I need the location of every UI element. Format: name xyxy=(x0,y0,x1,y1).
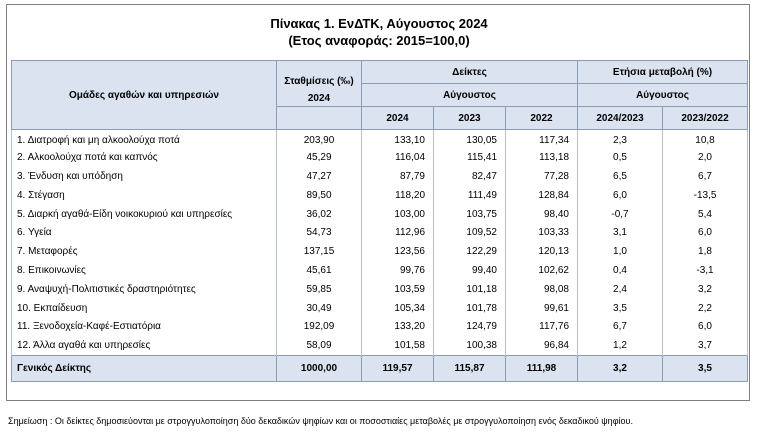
row-index-2022: 98,40 xyxy=(506,205,578,224)
header-weights xyxy=(277,61,362,107)
table-row xyxy=(12,130,748,149)
header-annual-change: Ετήσια μεταβολή (%) xyxy=(578,61,748,84)
row-change-2023-2022: 1,8 xyxy=(663,242,748,261)
row-change-2024-2023: -0,7 xyxy=(578,205,663,224)
row-change-2023-2022: 6,0 xyxy=(663,223,748,242)
row-change-2024-2023: 3,1 xyxy=(578,223,663,242)
row-index-2022: 102,62 xyxy=(506,261,578,280)
row-change-2024-2023: 0,4 xyxy=(578,261,663,280)
row-label: 5. Διαρκή αγαθά-Είδη νοικοκυριού και υπηρεσίες xyxy=(12,205,277,224)
row-change-2023-2022: 6,0 xyxy=(663,317,748,336)
row-index-2024: 103,00 xyxy=(362,205,434,224)
row-change-2024-2023: 0,5 xyxy=(578,148,663,167)
row-change-2023-2022: 2,2 xyxy=(663,299,748,318)
title-line-2: (Ετος αναφοράς: 2015=100,0) xyxy=(288,33,470,48)
total-index-2023: 115,87 xyxy=(434,355,506,381)
row-index-2023: 124,79 xyxy=(434,317,506,336)
row-index-2024: 133,10 xyxy=(362,130,434,149)
row-weight: 36,02 xyxy=(277,205,362,224)
row-change-2023-2022: 2,0 xyxy=(663,148,748,167)
row-index-2023: 115,41 xyxy=(434,148,506,167)
row-label: 9. Αναψυχή-Πολιτιστικές δραστηριότητες xyxy=(12,280,277,299)
row-index-2022: 128,84 xyxy=(506,186,578,205)
header-weights-year: 2024 xyxy=(307,93,331,104)
row-label: 10. Εκπαίδευση xyxy=(12,299,277,318)
row-weight: 30,49 xyxy=(277,299,362,318)
table-row xyxy=(12,280,748,299)
row-index-2024: 103,59 xyxy=(362,280,434,299)
total-weight: 1000,00 xyxy=(277,355,362,381)
row-index-2023: 109,52 xyxy=(434,223,506,242)
row-weight: 137,15 xyxy=(277,242,362,261)
row-label: 6. Υγεία xyxy=(12,223,277,242)
row-change-2023-2022: 6,7 xyxy=(663,167,748,186)
row-weight: 59,85 xyxy=(277,280,362,299)
row-change-2024-2023: 2,3 xyxy=(578,130,663,149)
row-change-2024-2023: 3,5 xyxy=(578,299,663,318)
row-index-2022: 99,61 xyxy=(506,299,578,318)
row-index-2024: 118,20 xyxy=(362,186,434,205)
row-change-2024-2023: 6,7 xyxy=(578,317,663,336)
row-weight: 203,90 xyxy=(277,130,362,149)
table-row xyxy=(12,148,748,167)
header-2022: 2022 xyxy=(506,107,578,130)
header-groups: Ομάδες αγαθών και υπηρεσιών xyxy=(12,61,277,130)
row-index-2024: 101,58 xyxy=(362,336,434,355)
row-change-2024-2023: 2,4 xyxy=(578,280,663,299)
row-label: 3. Ένδυση και υπόδηση xyxy=(12,167,277,186)
table-row xyxy=(12,317,748,336)
total-label: Γενικός Δείκτης xyxy=(12,355,277,381)
table-row xyxy=(12,261,748,280)
row-weight: 45,29 xyxy=(277,148,362,167)
row-weight: 192,09 xyxy=(277,317,362,336)
title-line-1: Πίνακας 1. ΕνΔΤΚ, Αύγουστος 2024 xyxy=(270,16,488,31)
row-change-2023-2022: 3,7 xyxy=(663,336,748,355)
row-index-2022: 120,13 xyxy=(506,242,578,261)
row-change-2023-2022: 5,4 xyxy=(663,205,748,224)
row-weight: 54,73 xyxy=(277,223,362,242)
row-index-2022: 117,34 xyxy=(506,130,578,149)
header-weights-label: Σταθμίσεις (‰) xyxy=(284,76,354,87)
header-weights-spacer xyxy=(277,107,362,130)
table-title xyxy=(7,15,751,49)
row-index-2022: 96,84 xyxy=(506,336,578,355)
header-indices: Δείκτες xyxy=(362,61,578,84)
row-index-2024: 99,76 xyxy=(362,261,434,280)
table-row xyxy=(12,223,748,242)
header-change-2023-2022: 2023/2022 xyxy=(663,107,748,130)
row-index-2024: 133,20 xyxy=(362,317,434,336)
row-weight: 45,61 xyxy=(277,261,362,280)
total-change-2024-2023: 3,2 xyxy=(578,355,663,381)
row-weight: 58,09 xyxy=(277,336,362,355)
row-index-2023: 101,18 xyxy=(434,280,506,299)
cpi-table xyxy=(11,60,748,382)
row-change-2024-2023: 6,0 xyxy=(578,186,663,205)
row-change-2024-2023: 1,2 xyxy=(578,336,663,355)
total-change-2023-2022: 3,5 xyxy=(663,355,748,381)
total-index-2022: 111,98 xyxy=(506,355,578,381)
header-2023: 2023 xyxy=(434,107,506,130)
row-change-2024-2023: 1,0 xyxy=(578,242,663,261)
table-row xyxy=(12,205,748,224)
row-change-2023-2022: -3,1 xyxy=(663,261,748,280)
row-index-2023: 103,75 xyxy=(434,205,506,224)
table-frame xyxy=(6,4,750,401)
row-index-2024: 87,79 xyxy=(362,167,434,186)
header-change-2024-2023: 2024/2023 xyxy=(578,107,663,130)
table-row xyxy=(12,167,748,186)
row-index-2022: 77,28 xyxy=(506,167,578,186)
row-index-2024: 123,56 xyxy=(362,242,434,261)
row-index-2022: 103,33 xyxy=(506,223,578,242)
row-index-2024: 116,04 xyxy=(362,148,434,167)
row-change-2023-2022: 10,8 xyxy=(663,130,748,149)
row-index-2023: 82,47 xyxy=(434,167,506,186)
row-index-2022: 117,76 xyxy=(506,317,578,336)
header-2024: 2024 xyxy=(362,107,434,130)
row-label: 11. Ξενοδοχεία-Καφέ-Εστιατόρια xyxy=(12,317,277,336)
table-body xyxy=(12,130,748,356)
total-index-2024: 119,57 xyxy=(362,355,434,381)
row-index-2023: 122,29 xyxy=(434,242,506,261)
row-index-2022: 98,08 xyxy=(506,280,578,299)
row-label: 4. Στέγαση xyxy=(12,186,277,205)
table-row xyxy=(12,242,748,261)
row-index-2022: 113,18 xyxy=(506,148,578,167)
row-index-2023: 100,38 xyxy=(434,336,506,355)
row-change-2023-2022: 3,2 xyxy=(663,280,748,299)
row-index-2024: 112,96 xyxy=(362,223,434,242)
header-annual-month: Αύγουστος xyxy=(578,84,748,107)
row-weight: 47,27 xyxy=(277,167,362,186)
row-index-2023: 99,40 xyxy=(434,261,506,280)
header-indices-month: Αύγουστος xyxy=(362,84,578,107)
row-label: 7. Μεταφορές xyxy=(12,242,277,261)
table-row xyxy=(12,299,748,318)
row-weight: 89,50 xyxy=(277,186,362,205)
table-row xyxy=(12,186,748,205)
row-label: 12. Άλλα αγαθά και υπηρεσίες xyxy=(12,336,277,355)
row-index-2023: 101,78 xyxy=(434,299,506,318)
row-label: 2. Αλκοολούχα ποτά και καπνός xyxy=(12,148,277,167)
row-label: 1. Διατροφή και μη αλκοολούχα ποτά xyxy=(12,130,277,149)
row-change-2023-2022: -13,5 xyxy=(663,186,748,205)
table-row xyxy=(12,336,748,355)
total-row xyxy=(12,355,748,381)
row-index-2024: 105,34 xyxy=(362,299,434,318)
row-index-2023: 130,05 xyxy=(434,130,506,149)
footnote: Σημείωση : Οι δείκτες δημοσιεύονται με στρογγυλοποίηση δύο δεκαδικών ψηφίων και οι ποσοστιαίες μεταβολές με στρογγυλοποίηση ενός δεκαδικού ψηφίου. xyxy=(8,416,633,426)
row-label: 8. Επικοινωνίες xyxy=(12,261,277,280)
row-index-2023: 111,49 xyxy=(434,186,506,205)
row-change-2024-2023: 6,5 xyxy=(578,167,663,186)
